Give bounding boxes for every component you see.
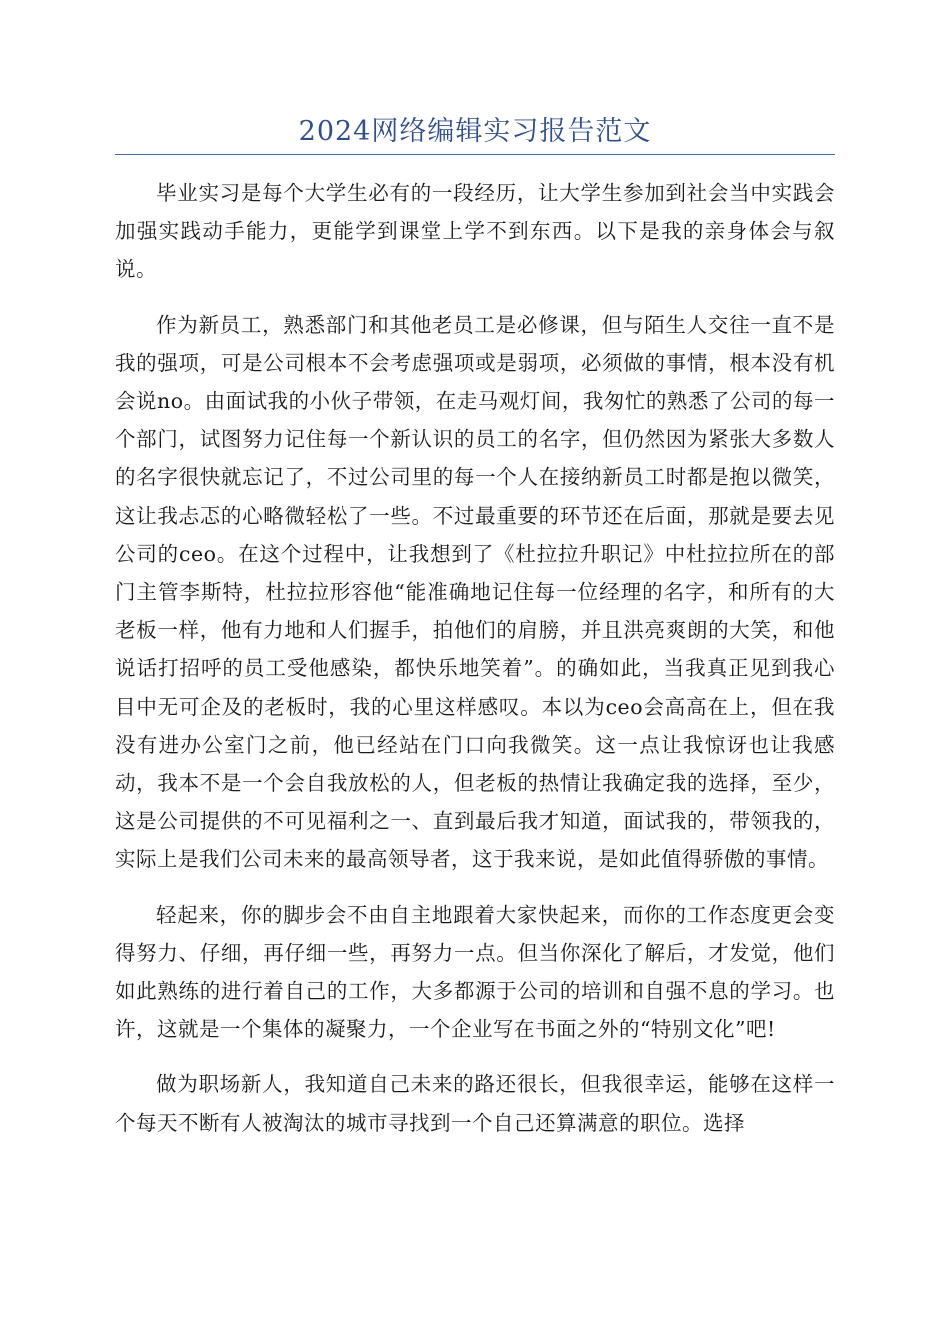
paragraph-3: 轻起来，你的脚步会不由自主地跟着大家快起来，而你的工作态度更会变得努力、仔细，再仔细一些，再努力一点。但当你深化了解后，才发觉，他们如此熟练的进行着自己的工作，大多都源于公司的培训和自强不息的学习。也许，这就是一个集体的凝聚力，一个企业写在书面之外的“特别文化”吧! (115, 902, 835, 1042)
title-underline (115, 154, 835, 155)
paragraph-4: 做为职场新人，我知道自己未来的路还很长，但我很幸运，能够在这样一个每天不断有人被淘汰的城市寻找到一个自己还算满意的职位。选择 (115, 1072, 835, 1135)
document-title: 2024网络编辑实习报告范文 (298, 116, 652, 147)
document-body (115, 174, 835, 1159)
paragraph-1: 毕业实习是每个大学生必有的一段经历，让大学生参加到社会当中实践会加强实践动手能力，更能学到课堂上学不到东西。以下是我的亲身体会与叙说。 (115, 181, 835, 282)
paragraph-2: 作为新员工，熟悉部门和其他老员工是必修课，但与陌生人交往一直不是我的强项，可是公司根本不会考虑强项或是弱项，必须做的事情，根本没有机会说no。由面试我的小伙子带领，在走马观灯间，我匆忙的熟悉了公司的每一个部门，试图努力记住每一个新认识的员工的名字，但仍然因为紧张大多数人的名字很快就忘记了，不过公司里的每一个人在接纳新员工时都是抱以微笑，这让我忐忑的心略微轻松了一些。不过最重要的环节还在后面，那就是要去见公司的ceo。在这个过程中，让我想到了《杜拉拉升职记》中杜拉拉所在的部门主管李斯特，杜拉拉形容他“能准确地记住每一位经理的名字，和所有的大老板一样，他有力地和人们握手，拍他们的肩膀，并且洪亮爽朗的大笑，和他说话打招呼的员工受他感染，都快乐地笑着”。的确如此，当我真正见到我心目中无可企及的老板时，我的心里这样感叹。本以为ceo会高高在上，但在我没有进办公室门之前，他已经站在门口向我微笑。这一点让我惊讶也让我感动，我本不是一个会自我放松的人，但老板的热情让我确定我的选择，至少，这是公司提供的不可见福利之一、直到最后我才知道，面试我的，带领我的，实际上是我们公司未来的最高领导者，这于我来说，是如此值得骄傲的事情。 (115, 312, 835, 872)
